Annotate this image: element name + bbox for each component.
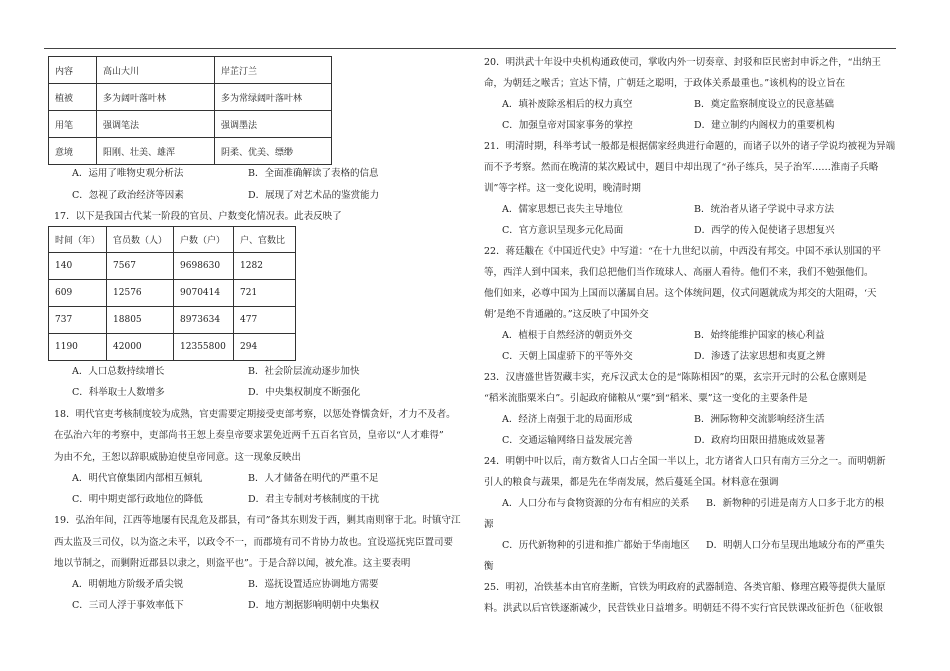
option: A．运用了唯物史观分析法 [72, 168, 184, 179]
table-cell: 阴柔、优美、缥缈 [215, 138, 332, 165]
table-cell: 意境 [49, 138, 97, 165]
table-cell: 9070414 [174, 280, 234, 307]
table-header: 户数（户） [174, 227, 234, 253]
table-cell: 18805 [107, 307, 174, 334]
question-text: 21．明清时期，科举考试一般都是根据儒家经典进行命题的，而诸子以外的诸子学说均被视为异端 [484, 141, 896, 152]
landscape-comparison-table [48, 56, 332, 165]
question-text: 西太监及三司仪，以为盗之未平，以政令不一，而郡境有司不肯协力故也。宜设巡抚宪臣置司要 [54, 537, 454, 548]
option: B．全面准确解读了表格的信息 [248, 168, 379, 179]
table-cell: 植被 [49, 84, 97, 111]
option: B．始终能维护国家的核心利益 [694, 330, 825, 341]
option: C．科举取士人数增多 [72, 387, 165, 398]
table-cell: 42000 [107, 334, 174, 361]
question-text: 22．蒋廷黻在《中国近代史》中写道：“在十九世纪以前，中西没有邦交。中国不承认别国的平 [484, 246, 881, 257]
option: D．展现了对艺术品的鉴赏能力 [248, 190, 380, 201]
official-household-table [48, 226, 296, 361]
option: D．中央集权制度不断强化 [248, 387, 361, 398]
table-cell: 609 [49, 280, 107, 307]
question-text: 等，西洋人到中国来，我们总把他们当作琉球人、高丽人看待。他们不来，我们不勉强他们。 [484, 267, 874, 278]
option-continuation: 衡 [484, 561, 494, 572]
option: D．西学的传入促使诸子思想复兴 [694, 225, 835, 236]
table-cell: 9698630 [174, 253, 234, 280]
table-cell: 140 [49, 253, 107, 280]
table-header: 时间（年） [49, 227, 107, 253]
option: B．新物种的引进是南方人口多于北方的根 [706, 498, 884, 509]
table-cell: 用笔 [49, 111, 97, 138]
table-cell: 8973634 [174, 307, 234, 334]
option: D．政府均田限田措施成效显著 [694, 435, 826, 446]
question-stem: 17．以下是我国古代某一阶段的官员、户数变化情况表。此表反映了 [54, 211, 342, 222]
option: A．植根于自然经济的朝贡外交 [502, 330, 633, 341]
option: D．君主专制对考核制度的干扰 [248, 494, 380, 505]
table-cell: 294 [234, 334, 296, 361]
table-cell: 721 [234, 280, 296, 307]
table-cell: 1282 [234, 253, 296, 280]
question-text: 19．弘治年间，江西等地屡有民乱危及郡县，有司”备其东则发于西，剿其南则窜于北。时镇守江 [54, 515, 461, 526]
option: B．统治者从诸子学说中寻求方法 [694, 204, 834, 215]
table-header: 官员数（人） [107, 227, 174, 253]
table-cell: 内容 [49, 57, 97, 84]
table-cell: 477 [234, 307, 296, 334]
table-cell: 7567 [107, 253, 174, 280]
table-cell: 12576 [107, 280, 174, 307]
table-cell: 多为阔叶落叶林 [97, 84, 215, 111]
option: C．历代新物种的引进和推广都始于华南地区 [502, 540, 690, 551]
option: C．忽视了政治经济等因素 [72, 190, 184, 201]
option: A．明代官僚集团内部相互倾轧 [72, 473, 203, 484]
question-text: 24．明朝中叶以后，南方数省人口占全国一半以上，北方诸省人口只有南方三分之一。而明朝新 [484, 456, 886, 467]
question-text: 命，为朝廷之喉舌；宣达下情，广朝廷之聪明，于政体关系最重也。”该机构的设立旨在 [484, 78, 846, 89]
option: C．交通运输网络日益发展完善 [502, 435, 633, 446]
option: A．明朝地方阶级矛盾尖锐 [72, 579, 184, 590]
question-text: 他们如来，必尊中国为上国而以藩属自居。这个体统问题，仪式问题就成为邦交的大阻碍，‘天 [484, 288, 877, 299]
option-continuation: 源 [484, 519, 494, 530]
question-text: 而不予考察。然而在晚清的某次殿试中，题目中却出现了“孙子练兵，吴子治军……淮南子兵略 [484, 162, 879, 173]
table-cell: 强调笔法 [97, 111, 215, 138]
option: C．官方意识呈现多元化局面 [502, 225, 624, 236]
option: A．经济上南强于北的局面形成 [502, 414, 633, 425]
table-cell: 1190 [49, 334, 107, 361]
option: A．填补废除丞相后的权力真空 [502, 99, 633, 110]
option: C．明中期吏部行政地位的降低 [72, 494, 203, 505]
option: A．儒家思想已丧失主导地位 [502, 204, 623, 215]
table-cell: 多为常绿阔叶落叶林 [215, 84, 332, 111]
option: A．人口分布与食物资源的分布有相应的关系 [502, 498, 690, 509]
question-text: 23．汉唐盛世皆贺藏丰实，充斥汉武太仓的是“陈陈相因”的粟，玄宗开元时的公私仓廪则是 [484, 372, 867, 383]
table-cell: 阳刚、壮美、雄浑 [97, 138, 215, 165]
option: B．洲际物种交流影响经济生活 [694, 414, 825, 425]
table-cell: 强调墨法 [215, 111, 332, 138]
question-text: 在弘治六年的考察中，吏部尚书王恕上奏皇帝要求罢免近两千五百名官员，皇帝以“人才难得” [54, 430, 444, 441]
option: D．明朝人口分布呈现出地域分布的严重失 [706, 540, 885, 551]
question-text: 朝’是绝不肯通融的。”这反映了中国外交 [484, 309, 649, 320]
question-text: 引人的粮食与蔬果，都是先在华南发展，然后蔓延全国。材料意在强调 [484, 477, 779, 488]
option: C．加强皇帝对国家事务的掌控 [502, 120, 633, 131]
table-cell: 高山大川 [97, 57, 215, 84]
question-text: 训”等字样。这一变化说明，晚清时期 [484, 183, 641, 194]
option: B．巡抚设置适应协调地方需要 [248, 579, 379, 590]
table-cell: 737 [49, 307, 107, 334]
question-text: 为由不允，王恕以辞职威胁迫使皇帝同意。这一现象反映出 [54, 452, 302, 463]
option: A．人口总数持续增长 [72, 366, 165, 377]
option: B．人才储备在明代的严重不足 [248, 473, 379, 484]
question-text: 18．明代官吏考核制度较为成熟，官吏需要定期接受吏部考察，以惩处脊懦贪奸，才力不及者。 [54, 409, 456, 420]
option: B．奠定监察制度设立的民意基础 [694, 99, 834, 110]
option: C．三司人浮于事效率低下 [72, 600, 184, 611]
option: D．建立制约内阁权力的重要机构 [694, 120, 835, 131]
question-text: 料。洪武以后官铁逐渐减少，民营铁业日益增多。明朝廷不得不实行官民铁课改征折色（征收银 [484, 603, 884, 614]
header-rule [44, 48, 896, 49]
option: C．天朝上国虚骄下的平等外交 [502, 351, 633, 362]
table-cell: 12355800 [174, 334, 234, 361]
option: D．地方割据影响明朝中央集权 [248, 600, 380, 611]
option: D．渗透了法家思想和夷夏之辨 [694, 351, 826, 362]
question-text: 20．明洪武十年设中央机构通政使司，掌收内外一切奏章、封驳和臣民密封申诉之件，“出纳王 [484, 57, 881, 68]
question-text: 25．明初，冶铁基本由官府垄断，官铁为明政府的武器制造、各类官船、修理宫殿等提供大量原 [484, 582, 886, 593]
table-header: 户、官数比 [234, 227, 296, 253]
option: B．社会阶层流动逐步加快 [248, 366, 360, 377]
question-text: 地以节制之，而剿附近郡县以隶之，则盗平也”。于是合辞以闻，被允准。这主要表明 [54, 558, 411, 569]
table-cell: 岸芷汀兰 [215, 57, 332, 84]
question-text: “稻米流脂粟米白”。引起政府储粮从“粟”到“稻米、粟”这一变化的主要条件是 [484, 393, 808, 404]
